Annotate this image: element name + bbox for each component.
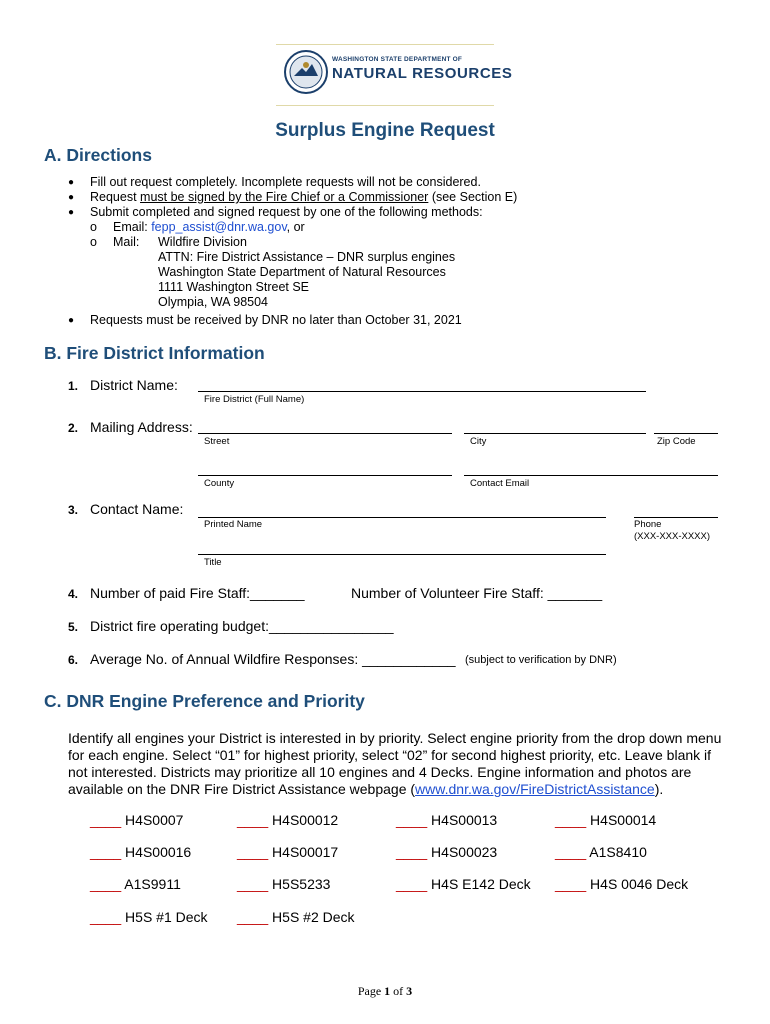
item-number: 2. <box>68 421 79 435</box>
item-number: 4. <box>68 587 79 601</box>
engine-priority-select[interactable]: ____ H5S #1 Deck <box>90 909 208 925</box>
engine-priority-select[interactable]: ____ H4S00014 <box>555 812 657 828</box>
engine-priority-select[interactable]: ____ H4S00017 <box>237 844 339 860</box>
phone-format-caption: (XXX-XXX-XXXX) <box>634 531 711 542</box>
mailing-address-label: Mailing Address: <box>90 419 193 435</box>
section-c-heading: C. DNR Engine Preference and Priority <box>44 691 365 711</box>
contact-email-field[interactable] <box>464 475 718 476</box>
operating-budget-field[interactable]: District fire operating budget:________________ <box>90 618 394 634</box>
direction-4: Requests must be received by DNR no later than October 31, 2021 <box>90 313 462 327</box>
logo-small-text: WASHINGTON STATE DEPARTMENT OF <box>332 56 463 63</box>
zip-caption: Zip Code <box>657 436 696 447</box>
phone-field[interactable] <box>634 517 718 518</box>
engine-priority-select[interactable]: ____ H5S5233 <box>237 876 331 892</box>
page-title: Surplus Engine Request <box>275 120 495 141</box>
item-number: 1. <box>68 379 79 393</box>
item-number: 3. <box>68 503 79 517</box>
engine-priority-select[interactable]: ____ A1S8410 <box>555 844 647 860</box>
engine-priority-select[interactable]: ____ H4S0007 <box>90 812 184 828</box>
district-name-caption: Fire District (Full Name) <box>204 394 305 405</box>
zip-field[interactable] <box>654 433 718 434</box>
contact-email-caption: Contact Email <box>470 478 530 489</box>
bullet-icon: ● <box>68 192 75 203</box>
engine-priority-select[interactable]: ____ H4S 0046 Deck <box>555 876 689 892</box>
email-method: Email: fepp_assist@dnr.wa.gov, or <box>113 220 305 234</box>
email-link[interactable]: fepp_assist@dnr.wa.gov <box>151 220 287 234</box>
mail-address-line-2: ATTN: Fire District Assistance – DNR surplus engines <box>158 250 456 264</box>
fire-district-assistance-link[interactable]: www.dnr.wa.gov/FireDistrictAssistance <box>415 781 655 797</box>
phone-caption: Phone <box>634 519 662 530</box>
printed-name-field[interactable] <box>198 517 606 518</box>
section-b-heading: B. Fire District Information <box>44 343 265 363</box>
engine-priority-select[interactable]: ____ H4S00023 <box>396 844 498 860</box>
printed-name-caption: Printed Name <box>204 519 263 530</box>
title-caption: Title <box>204 557 222 568</box>
verification-note: (subject to verification by DNR) <box>465 654 617 666</box>
engine-priority-select[interactable]: ____ H4S00013 <box>396 812 498 828</box>
mail-address-line-1: Wildfire Division <box>158 235 247 249</box>
engine-priority-select[interactable]: ____ H4S00016 <box>90 844 192 860</box>
district-name-field[interactable] <box>198 391 646 392</box>
sub-bullet-marker: o <box>90 220 97 234</box>
direction-2: Request must be signed by the Fire Chief or a Commissioner (see Section E) <box>90 190 518 204</box>
bullet-icon: ● <box>68 207 75 218</box>
county-field[interactable] <box>198 475 452 476</box>
county-caption: County <box>204 478 235 489</box>
item-number: 5. <box>68 620 79 634</box>
bullet-icon: ● <box>68 177 75 188</box>
bullet-icon: ● <box>68 315 75 326</box>
direction-1: Fill out request completely. Incomplete requests will not be considered. <box>90 175 481 189</box>
section-a-heading: A. Directions <box>44 145 152 165</box>
item-number: 6. <box>68 653 79 667</box>
engine-priority-select[interactable]: ____ H5S #2 Deck <box>237 909 355 925</box>
engine-priority-select[interactable]: ____ H4S00012 <box>237 812 339 828</box>
title-field[interactable] <box>198 554 606 555</box>
mail-address-line-3: Washington State Department of Natural Resources <box>158 265 446 279</box>
city-field[interactable] <box>464 433 646 434</box>
street-caption: Street <box>204 436 230 447</box>
wildfire-responses-field[interactable]: Average No. of Annual Wildfire Responses: ____________ <box>90 651 456 667</box>
engine-priority-select[interactable]: ____ H4S E142 Deck <box>396 876 531 892</box>
street-field[interactable] <box>198 433 452 434</box>
page-number: Page 1 of 3 <box>357 984 413 998</box>
engine-instructions: Identify all engines your District is interested in by priority. Select engine priority from the drop down menu for each engine. Select “01” for highest priority, select “02” for second highest priority, etc. Leave blank if not interested. Districts may prioritize all 10 engines and 4 Decks. Engine information and photos are available on the DNR Fire District Assistance webpage (www.dnr.wa.gov/FireDistrictAssistance). <box>68 730 722 797</box>
direction-3: Submit completed and signed request by one of the following methods: <box>90 205 483 219</box>
mail-label: Mail: <box>113 235 140 249</box>
paid-staff-field[interactable]: Number of paid Fire Staff:_______ <box>90 585 305 601</box>
contact-name-label: Contact Name: <box>90 501 184 517</box>
mail-address-line-5: Olympia, WA 98504 <box>158 295 269 309</box>
engine-priority-select[interactable]: ____ A1S9911 <box>90 876 181 892</box>
logo-big-text: NATURAL RESOURCES <box>332 65 513 82</box>
district-name-label: District Name: <box>90 377 178 393</box>
sub-bullet-marker: o <box>90 235 97 249</box>
city-caption: City <box>470 436 487 447</box>
volunteer-staff-field[interactable]: Number of Volunteer Fire Staff: _______ <box>351 585 603 601</box>
mail-address-line-4: 1111 Washington Street SE <box>158 280 310 294</box>
state-seal-icon <box>284 50 328 94</box>
